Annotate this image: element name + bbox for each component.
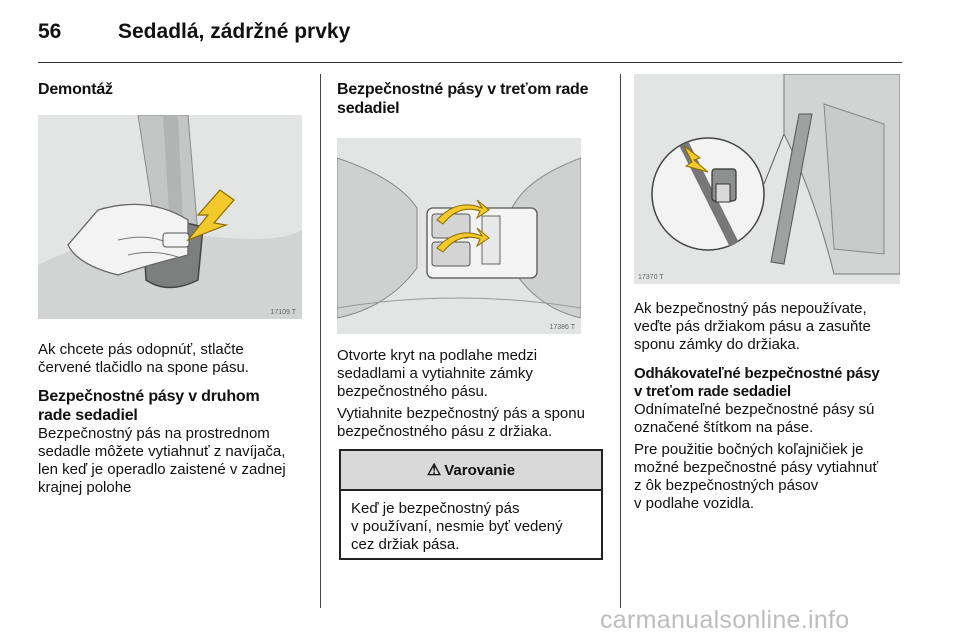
warning-body — [341, 491, 601, 554]
buckle-release-illustration — [38, 115, 302, 319]
text-rails-1: Pre použitie bočných koľajničiek je — [634, 441, 864, 458]
heading-detachable-2: v treťom rade sedadiel — [634, 383, 792, 400]
text-rails-4: v podlahe vozidla. — [634, 495, 755, 512]
figure-code-2: 17386 T — [549, 324, 575, 331]
text-open-3: bezpečnostného pásu. — [337, 383, 488, 400]
figure-code-3: 17370 T — [638, 274, 664, 281]
text-unused-3: sponu zámky do držiaka. — [634, 336, 800, 353]
text-second-row-3: len keď je operadlo zaistené v zadnej — [38, 461, 286, 478]
heading-second-row-2: rade sedadiel — [38, 407, 138, 424]
heading-second-row-1: Bezpečnostné pásy v druhom — [38, 388, 260, 405]
header-rule — [38, 62, 902, 63]
figure-code-1: 17109 T — [270, 309, 296, 316]
heading-detachable-1: Odhákovateľné bezpečnostné pásy — [634, 365, 880, 382]
text-pull-1: Vytiahnite bezpečnostný pás a sponu — [337, 405, 585, 422]
text-removal-line-1: Ak chcete pás odopnúť, stlačte — [38, 341, 244, 358]
figure-belt-holder — [634, 74, 900, 284]
warning-line-2: v používaní, nesmie byť vedený — [351, 518, 563, 535]
warning-title: Varovanie — [444, 461, 516, 479]
heading-third-row-2: sedadiel — [337, 100, 400, 117]
warning-header — [341, 451, 601, 491]
text-pull-2: bezpečnostného pásu z držiaka. — [337, 423, 553, 440]
text-unused-2: veďte pás držiakom pásu a zasuňte — [634, 318, 871, 335]
text-second-row-4: krajnej polohe — [38, 479, 132, 496]
text-unused-1: Ak bezpečnostný pás nepoužívate, — [634, 300, 867, 317]
page-title: Sedadlá, zádržné prvky — [118, 20, 351, 43]
page-header — [38, 14, 900, 58]
text-second-row-2: sedadle môžete vytiahnuť z navíjača, — [38, 443, 286, 460]
floor-buckles-illustration — [337, 138, 581, 334]
page-number: 56 — [38, 20, 62, 43]
text-removal-line-2: červené tlačidlo na spone pásu. — [38, 359, 249, 376]
figure-buckle-release — [38, 115, 302, 319]
text-rails-3: z ôk bezpečnostných pásov — [634, 477, 819, 494]
column-1 — [38, 78, 302, 497]
column-divider-1 — [320, 74, 321, 608]
heading-third-row-1: Bezpečnostné pásy v treťom rade — [337, 81, 589, 98]
text-open-1: Otvorte kryt na podlahe medzi — [337, 347, 538, 364]
text-open-2: sedadlami a vytiahnite zámky — [337, 365, 533, 382]
warning-line-3: cez držiak pása. — [351, 536, 460, 553]
column-divider-2 — [620, 74, 621, 608]
watermark: carmanualsonline.info — [600, 606, 850, 634]
warning-icon: ⚠ — [426, 462, 442, 479]
column-3 — [634, 78, 904, 513]
column-2 — [337, 78, 603, 441]
text-rails-2: možné bezpečnostné pásy vytiahnuť — [634, 459, 879, 476]
warning-line-1: Keď je bezpečnostný pás — [351, 500, 520, 517]
warning-box — [339, 449, 603, 560]
belt-holder-illustration — [634, 74, 900, 284]
heading-removal: Demontáž — [38, 81, 113, 98]
figure-floor-buckles — [337, 138, 581, 334]
text-detachable-1: Odnímateľné bezpečnostné pásy sú — [634, 401, 875, 418]
text-detachable-2: označené štítkom na páse. — [634, 419, 814, 436]
text-second-row-1: Bezpečnostný pás na prostrednom — [38, 425, 270, 442]
